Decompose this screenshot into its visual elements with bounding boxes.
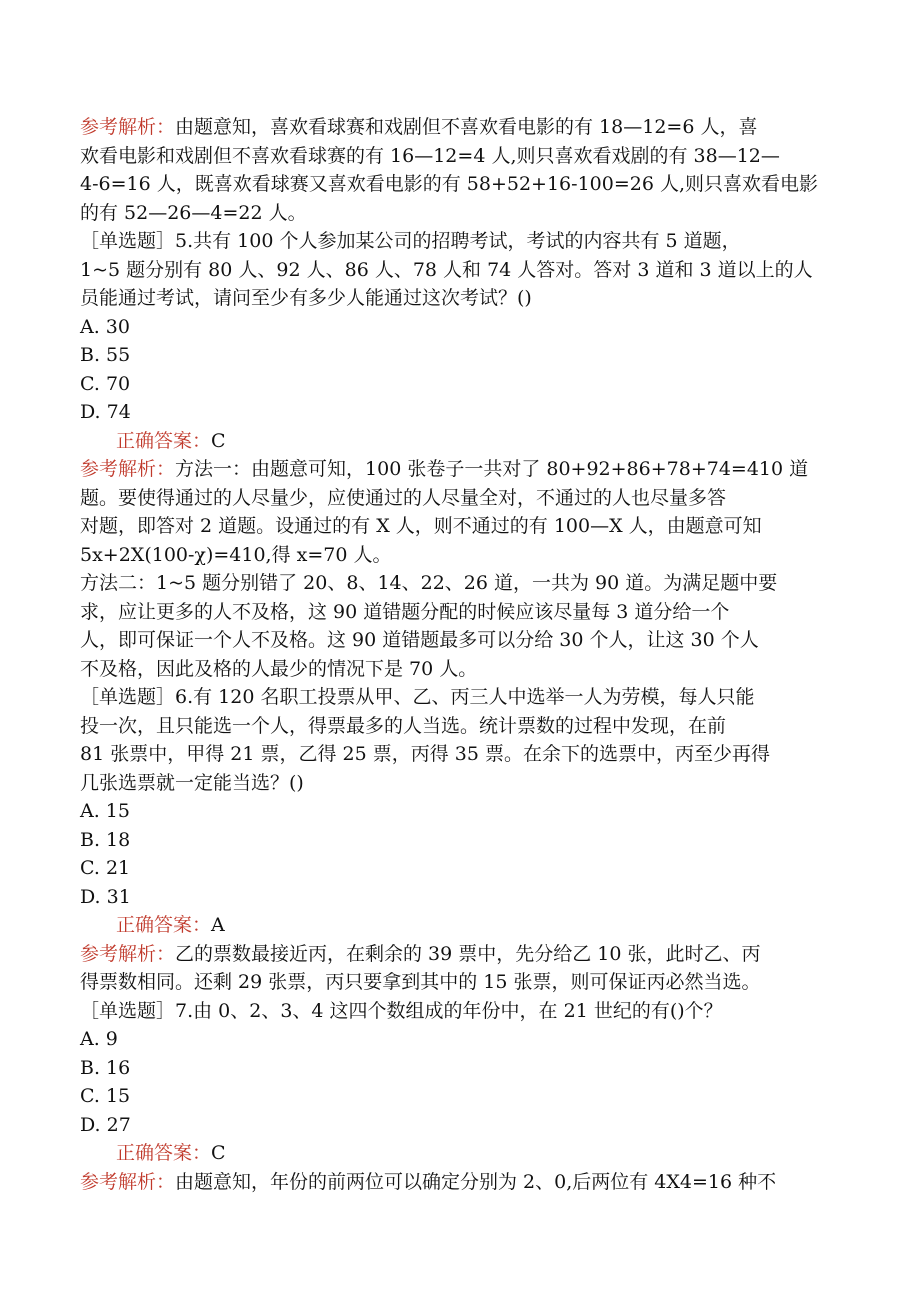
analysis-text: 方法二：1~5 题分别错了 20、8、14、22、26 道，一共为 90 道。为满足题中要 — [80, 572, 778, 594]
answer-value: C — [211, 429, 226, 452]
analysis-text: 由题意知，年份的前两位可以确定分别为 2、0,后两位有 4X4=16 种不 — [175, 1170, 777, 1193]
option-a: A. 15 — [80, 800, 130, 822]
correct-answer-7 — [80, 1139, 840, 1168]
option-d: D. 27 — [80, 1113, 131, 1136]
answer-label: 正确答案： — [116, 914, 212, 936]
analysis-text: 得票数相同。还剩 29 张票，丙只要拿到其中的 15 张票，则可保证丙必然当选。 — [80, 971, 761, 993]
question-text: ［单选题］5.共有 100 个人参加某公司的招聘考试，考试的内容共有 5 道题， — [80, 230, 741, 252]
question-text: 投一次，且只能选一个人，得票最多的人当选。统计票数的过程中发现，在前 — [80, 714, 727, 737]
document-content — [80, 113, 840, 1196]
correct-answer-5 — [80, 427, 840, 456]
answer-label: 正确答案： — [116, 429, 212, 452]
question-text: 几张选票就一定能当选？() — [80, 771, 304, 794]
question-text: 1~5 题分别有 80 人、92 人、86 人、78 人和 74 人答对。答对 3 道和 3 道以上的人 — [80, 258, 813, 281]
question-text: 81 张票中，甲得 21 票，乙得 25 票，丙得 35 票。在余下的选票中，丙至少再得 — [80, 743, 770, 765]
analysis-text: 对题，即答对 2 道题。设通过的有 X 人，则不通过的有 100—X 人，由题意可知 — [80, 515, 762, 537]
analysis-text: 5x+2X(100-χ)=410,得 x=70 人。 — [80, 543, 392, 566]
option-c: C. 21 — [80, 857, 131, 879]
analysis-text: 的有 52—26—4=22 人。 — [80, 201, 307, 224]
analysis-text: 方法一：由题意可知，100 张卷子一共对了 80+92+86+78+74=410 道 — [175, 458, 809, 480]
analysis-text: 4-6=16 人，既喜欢看球赛又喜欢看电影的有 58+52+16-100=26 人,则只喜欢看电影 — [80, 173, 819, 195]
question-7 — [80, 997, 840, 1026]
analysis-label: 参考解析： — [80, 942, 176, 965]
answer-value: C — [211, 1142, 226, 1164]
option-a: A. 30 — [80, 315, 130, 338]
analysis-label: 参考解析： — [80, 116, 176, 138]
option-b: B. 55 — [80, 344, 131, 366]
answer-value: A — [211, 914, 225, 936]
question-text: ［单选题］6.有 120 名职工投票从甲、乙、丙三人中选举一人为劳模，每人只能 — [80, 686, 755, 708]
question-6 — [80, 683, 840, 797]
analysis-q5 — [80, 455, 840, 569]
analysis-text: 乙的票数最接近丙，在剩余的 39 票中，先分给乙 10 张，此时乙、丙 — [175, 942, 761, 965]
option-c: C. 15 — [80, 1085, 131, 1107]
analysis-q6 — [80, 940, 840, 997]
analysis-text: 题。要使得通过的人尽量少，应使通过的人尽量全对，不通过的人也尽量多答 — [80, 486, 727, 509]
option-b: B. 16 — [80, 1056, 131, 1079]
correct-answer-6 — [80, 911, 840, 940]
question-text: ［单选题］7.由 0、2、3、4 这四个数组成的年份中，在 21 世纪的有()个？ — [80, 999, 723, 1022]
option-d: D. 31 — [80, 885, 131, 908]
analysis-q5-method2 — [80, 569, 840, 683]
answer-label: 正确答案： — [116, 1142, 212, 1164]
analysis-text: 不及格，因此及格的人最少的情况下是 70 人。 — [80, 657, 478, 680]
question-5 — [80, 227, 840, 313]
analysis-q4 — [80, 113, 840, 227]
option-a: A. 9 — [80, 1028, 118, 1050]
option-d: D. 74 — [80, 401, 131, 423]
analysis-text: 由题意知，喜欢看球赛和戏剧但不喜欢看电影的有 18—12=6 人，喜 — [175, 116, 758, 138]
analysis-text: 求，应让更多的人不及格，这 90 道错题分配的时候应该尽量每 3 道分给一个 — [80, 600, 730, 623]
analysis-q7 — [80, 1168, 840, 1197]
analysis-text: 欢看电影和戏剧但不喜欢看球赛的有 16—12=4 人,则只喜欢看戏剧的有 38—12— — [80, 144, 780, 167]
analysis-label: 参考解析： — [80, 1170, 176, 1193]
analysis-label: 参考解析： — [80, 458, 176, 480]
option-b: B. 18 — [80, 828, 131, 851]
option-c: C. 70 — [80, 372, 131, 395]
question-text: 员能通过考试，请问至少有多少人能通过这次考试？() — [80, 287, 532, 309]
analysis-text: 人，即可保证一个人不及格。这 90 道错题最多可以分给 30 个人，让这 30 个人 — [80, 629, 759, 651]
